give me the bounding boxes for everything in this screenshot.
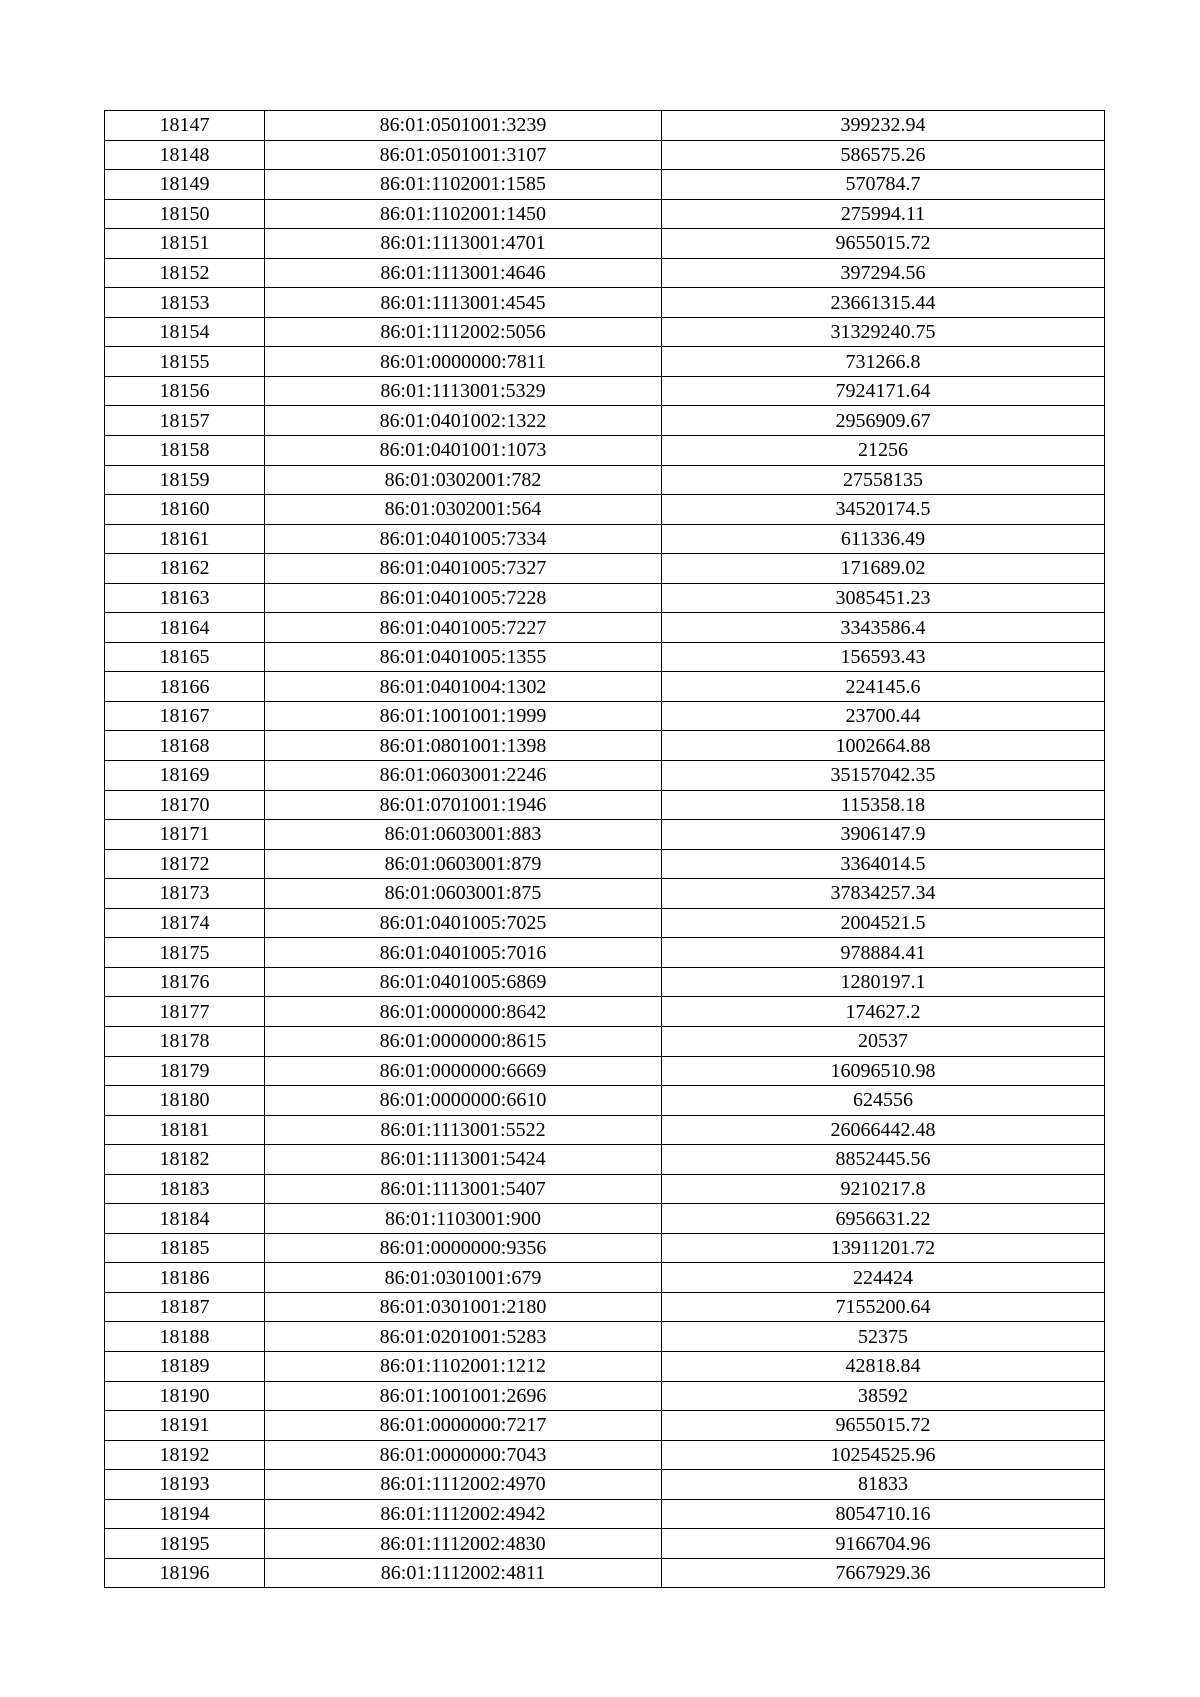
cadastral-number-cell: 86:01:0401005:1355 [265, 642, 662, 672]
table-row [105, 583, 1105, 613]
table-row [105, 347, 1105, 377]
table-row [105, 701, 1105, 731]
row-number-cell: 18155 [105, 347, 265, 377]
value-cell: 6956631.22 [662, 1204, 1105, 1234]
value-cell: 586575.26 [662, 140, 1105, 170]
table-row [105, 672, 1105, 702]
table-row [105, 495, 1105, 525]
cadastral-number-cell: 86:01:0701001:1946 [265, 790, 662, 820]
cadastral-number-cell: 86:01:0000000:8615 [265, 1026, 662, 1056]
value-cell: 3364014.5 [662, 849, 1105, 879]
table-row [105, 524, 1105, 554]
value-cell: 224424 [662, 1263, 1105, 1293]
row-number-cell: 18190 [105, 1381, 265, 1411]
table-row [105, 1233, 1105, 1263]
value-cell: 174627.2 [662, 997, 1105, 1027]
cadastral-number-cell: 86:01:0603001:879 [265, 849, 662, 879]
cadastral-number-cell: 86:01:0401005:7327 [265, 554, 662, 584]
cadastral-number-cell: 86:01:0201001:5283 [265, 1322, 662, 1352]
row-number-cell: 18185 [105, 1233, 265, 1263]
cadastral-number-cell: 86:01:0603001:2246 [265, 761, 662, 791]
row-number-cell: 18193 [105, 1470, 265, 1500]
cadastral-number-cell: 86:01:0401001:1073 [265, 436, 662, 466]
row-number-cell: 18154 [105, 317, 265, 347]
cadastral-number-cell: 86:01:0301001:2180 [265, 1292, 662, 1322]
value-cell: 399232.94 [662, 111, 1105, 141]
row-number-cell: 18167 [105, 701, 265, 731]
value-cell: 397294.56 [662, 258, 1105, 288]
row-number-cell: 18171 [105, 820, 265, 850]
cadastral-number-cell: 86:01:1001001:1999 [265, 701, 662, 731]
cadastral-number-cell: 86:01:0000000:7217 [265, 1411, 662, 1441]
cadastral-number-cell: 86:01:0401005:7334 [265, 524, 662, 554]
value-cell: 156593.43 [662, 642, 1105, 672]
cadastral-number-cell: 86:01:0302001:782 [265, 465, 662, 495]
table-row [105, 1145, 1105, 1175]
cadastral-number-cell: 86:01:1113001:5407 [265, 1174, 662, 1204]
row-number-cell: 18174 [105, 908, 265, 938]
value-cell: 1002664.88 [662, 731, 1105, 761]
table-row [105, 554, 1105, 584]
row-number-cell: 18162 [105, 554, 265, 584]
table-row [105, 1115, 1105, 1145]
table-row [105, 465, 1105, 495]
cadastral-number-cell: 86:01:1112002:4942 [265, 1499, 662, 1529]
cadastral-number-cell: 86:01:1113001:5329 [265, 376, 662, 406]
value-cell: 115358.18 [662, 790, 1105, 820]
cadastral-number-cell: 86:01:1112002:4830 [265, 1529, 662, 1559]
cadastral-number-cell: 86:01:0603001:883 [265, 820, 662, 850]
value-cell: 10254525.96 [662, 1440, 1105, 1470]
table-row [105, 1470, 1105, 1500]
table-row [105, 1499, 1105, 1529]
table-row [105, 1529, 1105, 1559]
table-row [105, 1558, 1105, 1588]
cadastral-number-cell: 86:01:0401005:7025 [265, 908, 662, 938]
row-number-cell: 18168 [105, 731, 265, 761]
table-row [105, 140, 1105, 170]
cadastral-number-cell: 86:01:0401005:6869 [265, 967, 662, 997]
table-row [105, 258, 1105, 288]
row-number-cell: 18187 [105, 1292, 265, 1322]
value-cell: 8054710.16 [662, 1499, 1105, 1529]
table-row [105, 1086, 1105, 1116]
row-number-cell: 18172 [105, 849, 265, 879]
table-row [105, 1263, 1105, 1293]
row-number-cell: 18152 [105, 258, 265, 288]
row-number-cell: 18181 [105, 1115, 265, 1145]
table-row [105, 967, 1105, 997]
value-cell: 38592 [662, 1381, 1105, 1411]
value-cell: 611336.49 [662, 524, 1105, 554]
row-number-cell: 18177 [105, 997, 265, 1027]
table-row [105, 938, 1105, 968]
value-cell: 9210217.8 [662, 1174, 1105, 1204]
row-number-cell: 18191 [105, 1411, 265, 1441]
row-number-cell: 18180 [105, 1086, 265, 1116]
table-row [105, 1381, 1105, 1411]
table-row [105, 288, 1105, 318]
row-number-cell: 18161 [105, 524, 265, 554]
value-cell: 81833 [662, 1470, 1105, 1500]
cadastral-number-cell: 86:01:1113001:4701 [265, 229, 662, 259]
row-number-cell: 18149 [105, 170, 265, 200]
row-number-cell: 18170 [105, 790, 265, 820]
table-row [105, 1056, 1105, 1086]
table-row [105, 1026, 1105, 1056]
cadastral-number-cell: 86:01:0301001:679 [265, 1263, 662, 1293]
row-number-cell: 18153 [105, 288, 265, 318]
cadastral-number-cell: 86:01:1102001:1450 [265, 199, 662, 229]
table-row [105, 1440, 1105, 1470]
value-cell: 2004521.5 [662, 908, 1105, 938]
table-row [105, 229, 1105, 259]
table-row [105, 879, 1105, 909]
table-row [105, 1351, 1105, 1381]
cadastral-number-cell: 86:01:1113001:5522 [265, 1115, 662, 1145]
cadastral-number-cell: 86:01:1001001:2696 [265, 1381, 662, 1411]
row-number-cell: 18178 [105, 1026, 265, 1056]
cadastral-number-cell: 86:01:1113001:4545 [265, 288, 662, 318]
row-number-cell: 18148 [105, 140, 265, 170]
table-row [105, 1204, 1105, 1234]
table-row [105, 376, 1105, 406]
table-body [105, 111, 1105, 1588]
table-row [105, 731, 1105, 761]
row-number-cell: 18189 [105, 1351, 265, 1381]
table-row [105, 317, 1105, 347]
value-cell: 1280197.1 [662, 967, 1105, 997]
row-number-cell: 18192 [105, 1440, 265, 1470]
cadastral-number-cell: 86:01:0501001:3107 [265, 140, 662, 170]
value-cell: 9655015.72 [662, 229, 1105, 259]
row-number-cell: 18164 [105, 613, 265, 643]
cadastral-number-cell: 86:01:0401004:1302 [265, 672, 662, 702]
cadastral-number-cell: 86:01:0000000:6669 [265, 1056, 662, 1086]
table-row [105, 997, 1105, 1027]
value-cell: 731266.8 [662, 347, 1105, 377]
cadastral-number-cell: 86:01:0401005:7228 [265, 583, 662, 613]
row-number-cell: 18182 [105, 1145, 265, 1175]
table-row [105, 436, 1105, 466]
row-number-cell: 18160 [105, 495, 265, 525]
cadastral-number-cell: 86:01:0000000:9356 [265, 1233, 662, 1263]
value-cell: 52375 [662, 1322, 1105, 1352]
row-number-cell: 18157 [105, 406, 265, 436]
value-cell: 624556 [662, 1086, 1105, 1116]
value-cell: 26066442.48 [662, 1115, 1105, 1145]
table-row [105, 1292, 1105, 1322]
table-row [105, 761, 1105, 791]
value-cell: 8852445.56 [662, 1145, 1105, 1175]
row-number-cell: 18183 [105, 1174, 265, 1204]
cadastral-number-cell: 86:01:0603001:875 [265, 879, 662, 909]
table-row [105, 1322, 1105, 1352]
row-number-cell: 18150 [105, 199, 265, 229]
row-number-cell: 18156 [105, 376, 265, 406]
row-number-cell: 18196 [105, 1558, 265, 1588]
table-row [105, 908, 1105, 938]
row-number-cell: 18158 [105, 436, 265, 466]
cadastral-number-cell: 86:01:1102001:1212 [265, 1351, 662, 1381]
value-cell: 27558135 [662, 465, 1105, 495]
value-cell: 13911201.72 [662, 1233, 1105, 1263]
cadastral-value-table [104, 110, 1105, 1588]
cadastral-number-cell: 86:01:0000000:8642 [265, 997, 662, 1027]
cadastral-number-cell: 86:01:1113001:4646 [265, 258, 662, 288]
value-cell: 3085451.23 [662, 583, 1105, 613]
table-row [105, 1411, 1105, 1441]
cadastral-number-cell: 86:01:0401005:7227 [265, 613, 662, 643]
value-cell: 171689.02 [662, 554, 1105, 584]
value-cell: 570784.7 [662, 170, 1105, 200]
cadastral-number-cell: 86:01:1112002:4970 [265, 1470, 662, 1500]
row-number-cell: 18188 [105, 1322, 265, 1352]
row-number-cell: 18179 [105, 1056, 265, 1086]
cadastral-number-cell: 86:01:0501001:3239 [265, 111, 662, 141]
value-cell: 20537 [662, 1026, 1105, 1056]
table-row [105, 111, 1105, 141]
table-row [105, 199, 1105, 229]
table-row [105, 790, 1105, 820]
value-cell: 31329240.75 [662, 317, 1105, 347]
row-number-cell: 18166 [105, 672, 265, 702]
table-row [105, 1174, 1105, 1204]
value-cell: 2956909.67 [662, 406, 1105, 436]
value-cell: 3343586.4 [662, 613, 1105, 643]
cadastral-number-cell: 86:01:1113001:5424 [265, 1145, 662, 1175]
row-number-cell: 18169 [105, 761, 265, 791]
value-cell: 35157042.35 [662, 761, 1105, 791]
cadastral-number-cell: 86:01:0000000:6610 [265, 1086, 662, 1116]
value-cell: 42818.84 [662, 1351, 1105, 1381]
value-cell: 7924171.64 [662, 376, 1105, 406]
value-cell: 23661315.44 [662, 288, 1105, 318]
row-number-cell: 18195 [105, 1529, 265, 1559]
table-row [105, 849, 1105, 879]
table-row [105, 406, 1105, 436]
value-cell: 3906147.9 [662, 820, 1105, 850]
cadastral-number-cell: 86:01:1102001:1585 [265, 170, 662, 200]
cadastral-number-cell: 86:01:0302001:564 [265, 495, 662, 525]
table-row [105, 613, 1105, 643]
row-number-cell: 18175 [105, 938, 265, 968]
value-cell: 275994.11 [662, 199, 1105, 229]
cadastral-number-cell: 86:01:1112002:5056 [265, 317, 662, 347]
row-number-cell: 18147 [105, 111, 265, 141]
row-number-cell: 18194 [105, 1499, 265, 1529]
cadastral-number-cell: 86:01:0801001:1398 [265, 731, 662, 761]
cadastral-number-cell: 86:01:1112002:4811 [265, 1558, 662, 1588]
cadastral-number-cell: 86:01:1103001:900 [265, 1204, 662, 1234]
table-row [105, 642, 1105, 672]
value-cell: 21256 [662, 436, 1105, 466]
row-number-cell: 18186 [105, 1263, 265, 1293]
row-number-cell: 18173 [105, 879, 265, 909]
value-cell: 37834257.34 [662, 879, 1105, 909]
value-cell: 23700.44 [662, 701, 1105, 731]
row-number-cell: 18184 [105, 1204, 265, 1234]
table-row [105, 820, 1105, 850]
table-row [105, 170, 1105, 200]
row-number-cell: 18163 [105, 583, 265, 613]
value-cell: 16096510.98 [662, 1056, 1105, 1086]
row-number-cell: 18165 [105, 642, 265, 672]
row-number-cell: 18159 [105, 465, 265, 495]
cadastral-number-cell: 86:01:0000000:7043 [265, 1440, 662, 1470]
value-cell: 7667929.36 [662, 1558, 1105, 1588]
row-number-cell: 18176 [105, 967, 265, 997]
value-cell: 34520174.5 [662, 495, 1105, 525]
value-cell: 978884.41 [662, 938, 1105, 968]
cadastral-number-cell: 86:01:0000000:7811 [265, 347, 662, 377]
value-cell: 9166704.96 [662, 1529, 1105, 1559]
row-number-cell: 18151 [105, 229, 265, 259]
value-cell: 224145.6 [662, 672, 1105, 702]
value-cell: 9655015.72 [662, 1411, 1105, 1441]
cadastral-number-cell: 86:01:0401005:7016 [265, 938, 662, 968]
value-cell: 7155200.64 [662, 1292, 1105, 1322]
cadastral-number-cell: 86:01:0401002:1322 [265, 406, 662, 436]
